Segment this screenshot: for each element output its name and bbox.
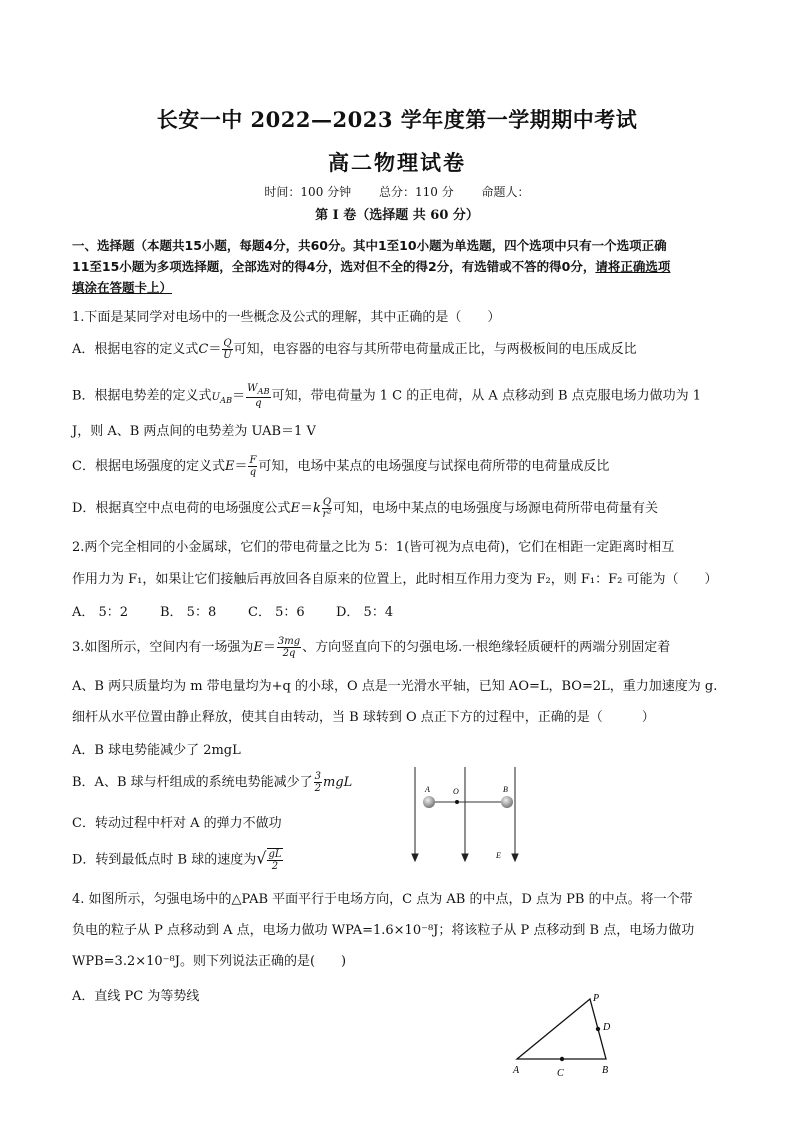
- q1-option-a: A．根据电容的定义式C＝ $\frac{Q}{U}$ 可知，电容器的电容与其所带电荷量成正比，与两极板间的电压成反比: [72, 338, 637, 361]
- q3-option-d-pre: D．转到最低点时 B 球的速度为: [72, 852, 257, 868]
- q2-option-d: D． 5：4: [336, 605, 394, 620]
- label-o: O: [453, 787, 459, 796]
- q1-option-b-post: 可知，带电荷量为 1 C 的正电荷，从 A 点移动到 B 点克服电场力做功为 1: [271, 388, 702, 404]
- exam-score: 总分：110 分: [378, 185, 454, 199]
- q1-stem: 1.下面是某同学对电场中的一些概念及公式的理解，其中正确的是（ ）: [72, 310, 501, 325]
- exam-title: 长安一中 2022—2023 学年度第一学期期中考试: [156, 107, 638, 132]
- label-p: P: [593, 993, 600, 1004]
- label-b: B: [503, 785, 508, 794]
- q1-option-d-pre: D．根据真空中点电荷的电场强度公式: [72, 501, 291, 516]
- q4-line-3: WPB=3.2×10⁻⁸J。则下列说法正确的是( ): [72, 954, 347, 969]
- q1-option-d: D．根据真空中点电荷的电场强度公式E＝k $\frac{Q}{\text{r²}}$ 可知，电场中某点的电场强度与场源电荷所带电荷量有关: [72, 497, 659, 520]
- q3-line-1-pre: 3.如图所示，空间内有一场强为: [72, 640, 254, 655]
- label-e: E: [496, 851, 501, 860]
- q2-option-b: B． 5：8: [160, 605, 217, 620]
- section-line-2-text: 11至15小题为多项选择题，全部选对的得4分，选对但不全的得2分，有选错或不答的得0分，: [72, 259, 596, 274]
- q1-option-c-post: 可知，电场中某点的电场强度与试探电荷所带的电荷量成反比: [258, 459, 610, 474]
- q4-line-1: 4. 如图所示，匀强电场中的△PAB 平面平行于电场方向，C 点为 AB 的中点，D 点为 PB 的中点。将一个带: [72, 892, 693, 907]
- q3-line-3: 细杆从水平位置由静止释放，使其自由转动，当 B 球转到 O 点正下方的过程中，正确的是（ ）: [72, 710, 655, 725]
- q3-figure: [405, 765, 520, 865]
- q4-line-2: 负电的粒子从 P 点移动到 A 点，电场力做功 WPA=1.6×10⁻⁸J；将该粒子从 P 点移动到 B 点，电场力做功: [72, 923, 695, 938]
- q1-option-b-pre: B．根据电势差的定义式: [72, 388, 212, 404]
- exam-author: 命题人：: [481, 185, 530, 199]
- label-a: A: [513, 1065, 520, 1076]
- label-c: C: [557, 1068, 564, 1079]
- q1-option-c: C．根据电场强度的定义式E＝ $\frac{F}{q}$ 可知，电场中某点的电场强度与试探电荷所带的电荷量成反比: [72, 455, 610, 478]
- q3-line-2: A、B 两只质量均为 m 带电量均为+q 的小球，O 点是一光滑水平轴，已知 AO=L，BO=2L，重力加速度为 g.: [72, 679, 718, 694]
- q3-option-c: C．转动过程中杆对 A 的弹力不做功: [72, 816, 282, 831]
- section-line-2: [72, 257, 670, 275]
- q2-option-a: A． 5：2: [72, 605, 129, 620]
- q3-option-d: D．转到最低点时 B 球的速度为√ $\frac{gL}{2}$: [72, 848, 282, 872]
- q3-line-1-post: 、方向竖直向下的匀强电场.一根绝缘轻质硬杆的两端分别固定着: [302, 640, 671, 655]
- ball-a: [423, 796, 435, 808]
- q4-figure: [505, 985, 630, 1085]
- part-heading: 第 Ⅰ 卷（选择题 共 60 分）: [315, 208, 479, 223]
- q1-option-a-pre: A．根据电容的定义式: [72, 342, 199, 357]
- field-lines: [412, 767, 518, 861]
- triangle-pab: [517, 999, 606, 1059]
- q1-option-b: B．根据电势差的定义式$U_{AB}=$ $\frac{W_{AB}}{q}$ 可知，带电荷量为 1 C 的正电荷，从 A 点移动到 B 点克服电场力做功为 1: [72, 383, 702, 409]
- label-d: D: [603, 1022, 611, 1033]
- q3-option-a: A．B 球电势能减少了 2mgL: [72, 743, 241, 758]
- exam-subtitle: 高二物理试卷: [328, 150, 466, 175]
- q2-line-2: 作用力为 F₁，如果让它们接触后再放回各自原来的位置上，此时相互作用力变为 F₂，则 F₁：F₂ 可能为（ ）: [72, 572, 718, 587]
- q3-option-b-pre: B．A、B 球与杆组成的系统电势能减少了: [72, 775, 313, 790]
- exam-meta: [0, 183, 794, 200]
- label-b: B: [602, 1065, 609, 1076]
- point-d: [596, 1027, 600, 1031]
- q2-line-1: 2.两个完全相同的小金属球，它们的带电荷量之比为 5：1(皆可视为点电荷)，它们在相距一定距离时相互: [72, 540, 675, 555]
- exam-time: 时间：100 分钟: [264, 185, 352, 199]
- q3-option-b: B．A、B 球与杆组成的系统电势能减少了 $\frac{3}{2}$ mgL: [72, 771, 353, 794]
- q2-option-c: C． 5：6: [248, 605, 305, 620]
- q3-line-1: 3.如图所示，空间内有一场强为E＝ $\frac{3mg}{2q}$ 、方向竖直向下的匀强电场.一根绝缘轻质硬杆的两端分别固定着: [72, 636, 671, 659]
- point-c: [560, 1057, 564, 1061]
- section-line-2-underlined: 请将正确选项: [595, 259, 671, 274]
- section-line-3: 填涂在答题卡上）: [72, 280, 173, 295]
- q1-option-c-pre: C．根据电场强度的定义式: [72, 459, 225, 474]
- q4-option-a: A．直线 PC 为等势线: [72, 989, 200, 1004]
- section-line-1: 一、选择题（本题共15小题，每题4分，共60分。其中1至10小题为单选题，四个选项中只有一个选项正确: [72, 238, 667, 253]
- pivot-o: [455, 800, 459, 804]
- q2-options: [72, 601, 424, 620]
- q1-option-d-post: 可知，电场中某点的电场强度与场源电荷所带电荷量有关: [333, 501, 659, 516]
- q1-option-b-cont: J，则 A、B 两点间的电势差为 UAB＝1 V: [72, 424, 316, 439]
- ball-b: [501, 796, 513, 808]
- label-a: A: [425, 785, 430, 794]
- q1-option-a-post: 可知，电容器的电容与其所带电荷量成正比，与两极板间的电压成反比: [233, 342, 637, 357]
